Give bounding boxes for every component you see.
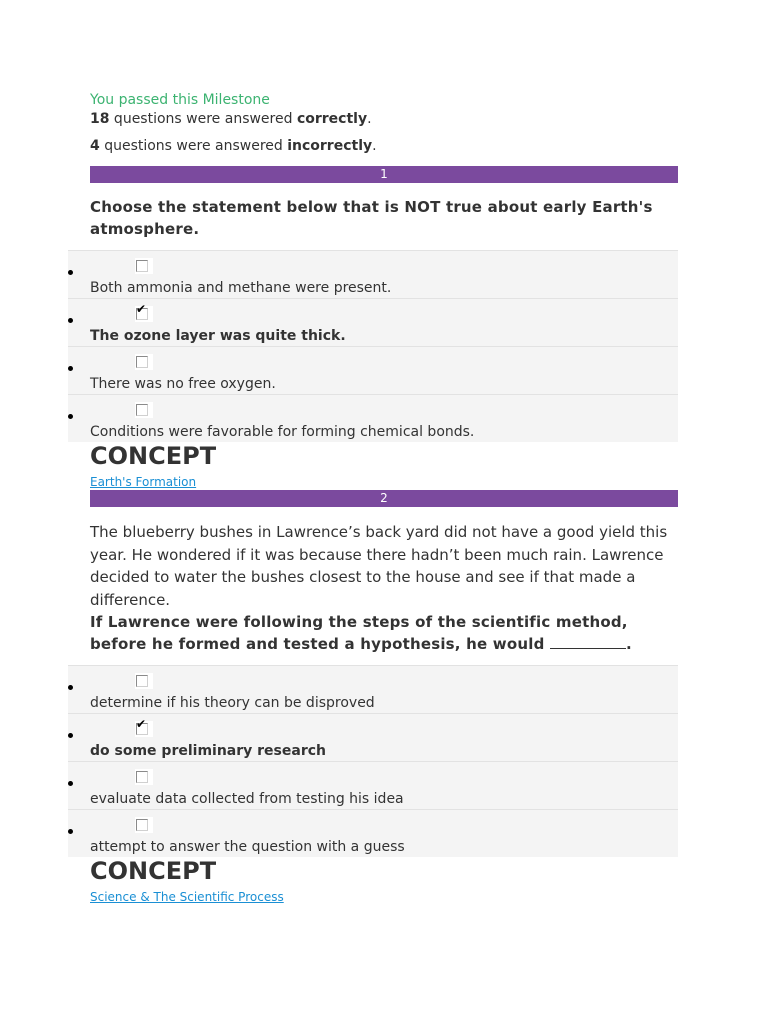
answer-options bbox=[90, 250, 678, 442]
concept-link[interactable]: Earth's Formation bbox=[90, 475, 197, 489]
incorrect-count: 4 bbox=[90, 138, 100, 154]
checkbox-box-icon bbox=[136, 356, 148, 368]
bullet-icon bbox=[68, 733, 73, 738]
concept-heading: CONCEPT bbox=[90, 857, 217, 885]
checkbox-box-icon bbox=[136, 771, 148, 783]
answer-text-selected: The ozone layer was quite thick. bbox=[90, 328, 346, 344]
bullet-icon bbox=[68, 366, 73, 371]
bullet-icon bbox=[68, 829, 73, 834]
incorrect-word: incorrectly bbox=[287, 138, 373, 154]
answer-text: Both ammonia and methane were present. bbox=[90, 280, 392, 296]
question-prompt bbox=[90, 611, 678, 655]
question-intro: The blueberry bushes in Lawrence’s back yard did not have a good yield this year. He wondered if it was because there hadn’t been much rain. Lawrence decided to water the bushes closest to the house and see if that made a difference. bbox=[90, 523, 668, 609]
concept-link[interactable]: Science & The Scientific Process bbox=[90, 890, 284, 904]
incorrect-pre: questions were answered bbox=[99, 138, 288, 154]
checkbox[interactable] bbox=[135, 258, 153, 274]
correct-count: 18 bbox=[90, 111, 110, 127]
answer-text: There was no free oxygen. bbox=[90, 376, 276, 392]
answer-option[interactable] bbox=[68, 809, 678, 857]
checkbox[interactable] bbox=[135, 717, 153, 737]
concept-heading: CONCEPT bbox=[90, 442, 217, 470]
checkbox-box-icon bbox=[136, 260, 148, 272]
correct-summary bbox=[90, 110, 678, 128]
answer-option[interactable] bbox=[68, 298, 678, 346]
answer-option[interactable] bbox=[68, 713, 678, 761]
bullet-icon bbox=[68, 414, 73, 419]
answer-option[interactable] bbox=[68, 665, 678, 713]
answer-options bbox=[90, 665, 678, 857]
checkbox[interactable] bbox=[135, 817, 153, 833]
answer-text: attempt to answer the question with a guess bbox=[90, 839, 405, 855]
passed-message: You passed this Milestone bbox=[90, 92, 270, 108]
question-prompt-text: If Lawrence were following the steps of the scientific method, before he formed and tested a hypothesis, he would bbox=[90, 613, 628, 653]
answer-text-selected: do some preliminary research bbox=[90, 743, 326, 759]
bullet-icon bbox=[68, 270, 73, 275]
milestone-results bbox=[90, 91, 678, 905]
checkbox-box-icon bbox=[136, 819, 148, 831]
answer-text: evaluate data collected from testing his idea bbox=[90, 791, 404, 807]
answer-text: determine if his theory can be disproved bbox=[90, 695, 375, 711]
correct-word: correctly bbox=[296, 111, 368, 127]
answer-text: Conditions were favorable for forming chemical bonds. bbox=[90, 424, 475, 440]
incorrect-summary bbox=[90, 137, 678, 155]
answer-option[interactable] bbox=[68, 346, 678, 394]
checkbox-box-icon bbox=[136, 404, 148, 416]
checkbox[interactable] bbox=[135, 354, 153, 370]
period: . bbox=[367, 111, 372, 127]
checkmark-icon: ✔ bbox=[136, 302, 147, 316]
question-prompt: Choose the statement below that is NOT true about early Earth's atmosphere. bbox=[90, 198, 653, 238]
answer-option[interactable] bbox=[68, 761, 678, 809]
checkbox[interactable] bbox=[135, 302, 153, 322]
answer-option[interactable] bbox=[68, 250, 678, 298]
prompt-end: . bbox=[625, 635, 632, 653]
period: . bbox=[372, 138, 377, 154]
checkbox-box-icon bbox=[136, 675, 148, 687]
checkbox[interactable] bbox=[135, 673, 153, 689]
checkbox[interactable] bbox=[135, 769, 153, 785]
correct-pre: questions were answered bbox=[109, 111, 297, 127]
question-number-bar: 1 bbox=[90, 166, 678, 183]
bullet-icon bbox=[68, 781, 73, 786]
bullet-icon bbox=[68, 318, 73, 323]
answer-blank bbox=[550, 634, 626, 649]
checkbox[interactable] bbox=[135, 402, 153, 418]
question-number-bar: 2 bbox=[90, 490, 678, 507]
bullet-icon bbox=[68, 685, 73, 690]
checkmark-icon: ✔ bbox=[136, 717, 147, 731]
answer-option[interactable] bbox=[68, 394, 678, 442]
